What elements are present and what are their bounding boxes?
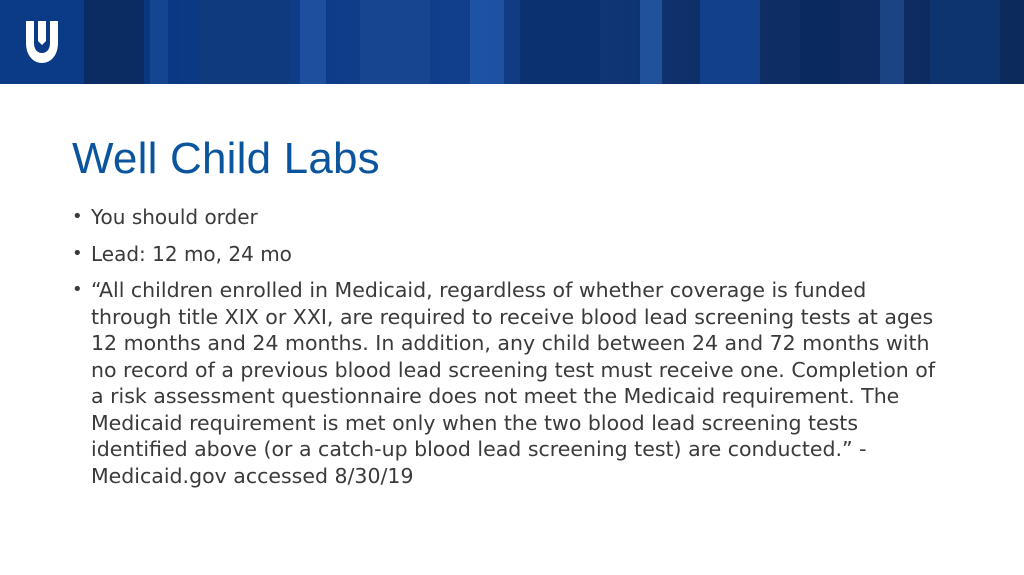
bullet-list [72,204,952,499]
bullet-text: Lead: 12 mo, 24 mo [91,241,292,266]
duke-shield-logo-icon [22,19,62,65]
bullet-item [72,204,952,231]
bullet-text: You should order [91,205,258,229]
bullet-glyph: • [72,279,83,300]
slide-title: Well Child Labs [72,134,380,183]
logo [0,0,84,84]
bullet-text: “All children enrolled in Medicaid, regardless of whether coverage is funded through title XIX or XXI, are required to receive blood lead screening tests at ages 12 months and 24 months. In addition, any child between 24 and 72 months with no record of a previous blood lead screening test must receive one. Completion of a risk assessment questionnaire does not meet the Medicaid requirement. The Medicaid requirement is met only when the two blood lead screening tests identified above (or a catch-up blood lead screening test) are conducted.” - Medicaid.gov accessed 8/30/19 [91,278,936,488]
bullet-item [72,241,952,268]
bullet-item [72,277,952,489]
bullet-glyph: • [72,206,83,227]
bullet-glyph: • [72,242,83,264]
header-banner [0,0,1024,84]
